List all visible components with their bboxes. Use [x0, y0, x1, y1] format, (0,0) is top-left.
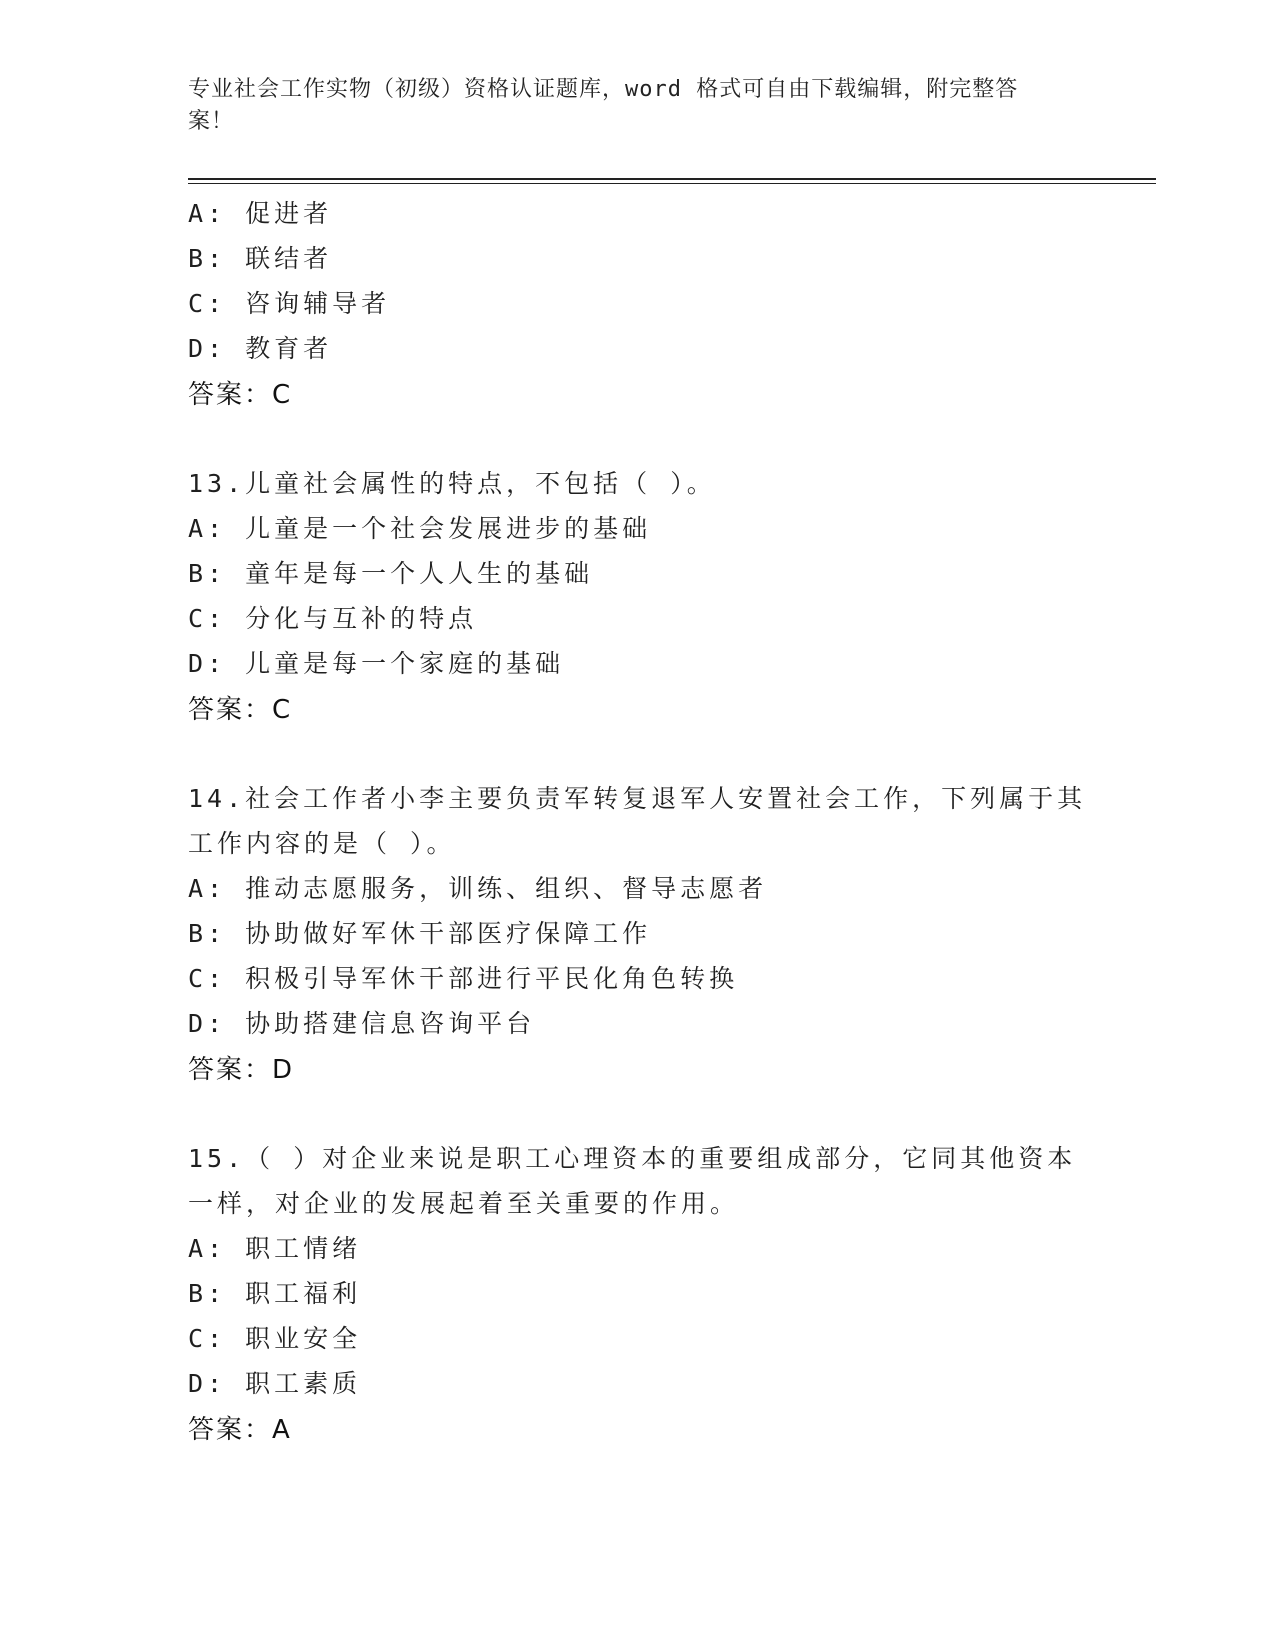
q13-option-c: C: 分化与互补的特点 — [188, 604, 478, 633]
q12-option-a: A: 促进者 — [188, 199, 333, 228]
header-line-2: 案！ — [188, 109, 235, 134]
q14-option-d: D: 协助搭建信息咨询平台 — [188, 1009, 536, 1038]
q13-stem: 13.儿童社会属性的特点，不包括（ ）。 — [188, 469, 716, 498]
q13-option-b: B: 童年是每一个人人生的基础 — [188, 559, 594, 588]
q15-option-d: D: 职工素质 — [188, 1369, 362, 1398]
q15-option-c: C: 职业安全 — [188, 1324, 362, 1353]
q14-answer: 答案：D — [188, 1055, 295, 1085]
q15-stem-line-1: 15.（ ）对企业来说是职工心理资本的重要组成部分，它同其他资本 — [188, 1144, 1077, 1173]
header-line-1: 专业社会工作实物（初级）资格认证题库，word 格式可自由下载编辑，附完整答 — [188, 77, 1019, 102]
q14-option-b: B: 协助做好军休干部医疗保障工作 — [188, 919, 652, 948]
q15-answer: 答案：A — [188, 1415, 292, 1445]
q13-answer: 答案：C — [188, 695, 293, 725]
document-page — [188, 0, 1156, 1650]
q14-stem-line-2: 工作内容的是（ ）。 — [188, 829, 456, 858]
q12-option-b: B: 联结者 — [188, 244, 333, 273]
header-rule-thick — [188, 178, 1156, 180]
q15-option-a: A: 职工情绪 — [188, 1234, 362, 1263]
q14-option-c: C: 积极引导军休干部进行平民化角色转换 — [188, 964, 739, 993]
q13-option-a: A: 儿童是一个社会发展进步的基础 — [188, 514, 652, 543]
q13-option-d: D: 儿童是每一个家庭的基础 — [188, 649, 565, 678]
q12-answer: 答案：C — [188, 380, 293, 410]
q15-option-b: B: 职工福利 — [188, 1279, 362, 1308]
q15-stem-line-2: 一样，对企业的发展起着至关重要的作用。 — [188, 1189, 740, 1218]
q12-option-c: C: 咨询辅导者 — [188, 289, 391, 318]
q12-option-d: D: 教育者 — [188, 334, 333, 363]
q14-option-a: A: 推动志愿服务，训练、组织、督导志愿者 — [188, 874, 768, 903]
document-header — [188, 74, 1068, 138]
q14-stem-line-1: 14.社会工作者小李主要负责军转复退军人安置社会工作，下列属于其 — [188, 784, 1087, 813]
header-rule-thin — [188, 183, 1156, 184]
